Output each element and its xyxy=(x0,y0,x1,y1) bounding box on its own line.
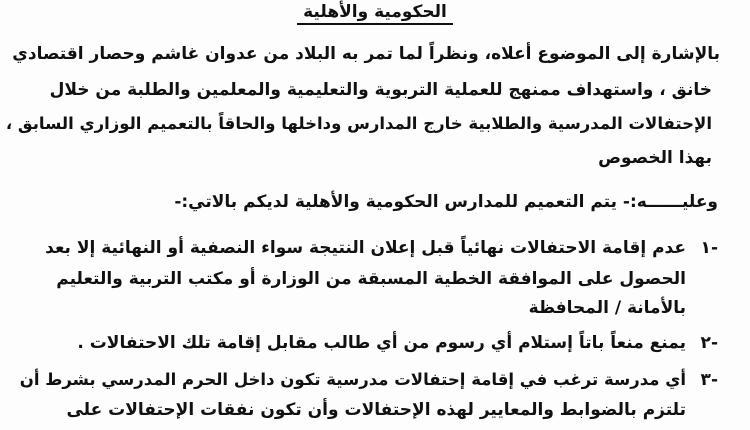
item-number-3: -٣ xyxy=(700,370,718,390)
lead-paragraph: وعليــــــه:- يتم التعميم للمدارس الحكومية والأهلية لديكم بالاتي:- xyxy=(174,192,718,212)
intro-line-1: بالإشارة إلى الموضوع أعلاه، ونظراً لما تمر به البلاد من عدوان غاشم وحصار اقتصادي xyxy=(12,44,720,64)
intro-line-3: الإحتفالات المدرسية والطلابية خارج المدارس وداخلها والحاقاً بالتعميم الوزاري السابق ، xyxy=(5,114,712,133)
intro-line-2: خانق ، واستهداف ممنهج للعملية التربوية والتعليمية والمعلمين والطلبة من خلال xyxy=(49,80,712,100)
item-3-line-2: تلتزم بالضوابط والمعايير لهذه الإحتفالات وأن تكون نفقات الإحتفالات على xyxy=(66,400,686,420)
item-1-line-3: بالأمانة / المحافظة xyxy=(528,298,686,318)
item-number-2: -٢ xyxy=(700,333,718,353)
item-1-line-2: الحصول على الموافقة الخطية المسبقة من الوزارة أو مكتب التربية والتعليم xyxy=(56,269,686,289)
item-2-line-1: يمنع منعاً باتاً إستلام أي رسوم من أي طالب مقابل إقامة تلك الاحتفالات . xyxy=(77,333,686,353)
item-3-line-1: أي مدرسة ترغب في إقامة إحتفالات مدرسية تكون داخل الحرم المدرسي بشرط أن xyxy=(19,370,686,389)
document-heading xyxy=(0,2,750,25)
item-1-line-1: عدم إقامة الاحتفالات نهائياً قبل إعلان النتيجة سواء النصفية أو النهائية إلا بعد xyxy=(45,238,686,258)
item-number-1: -١ xyxy=(700,238,718,258)
heading-text: الحكومية والأهلية xyxy=(297,2,453,25)
intro-line-4: بهذا الخصوص xyxy=(598,148,712,168)
